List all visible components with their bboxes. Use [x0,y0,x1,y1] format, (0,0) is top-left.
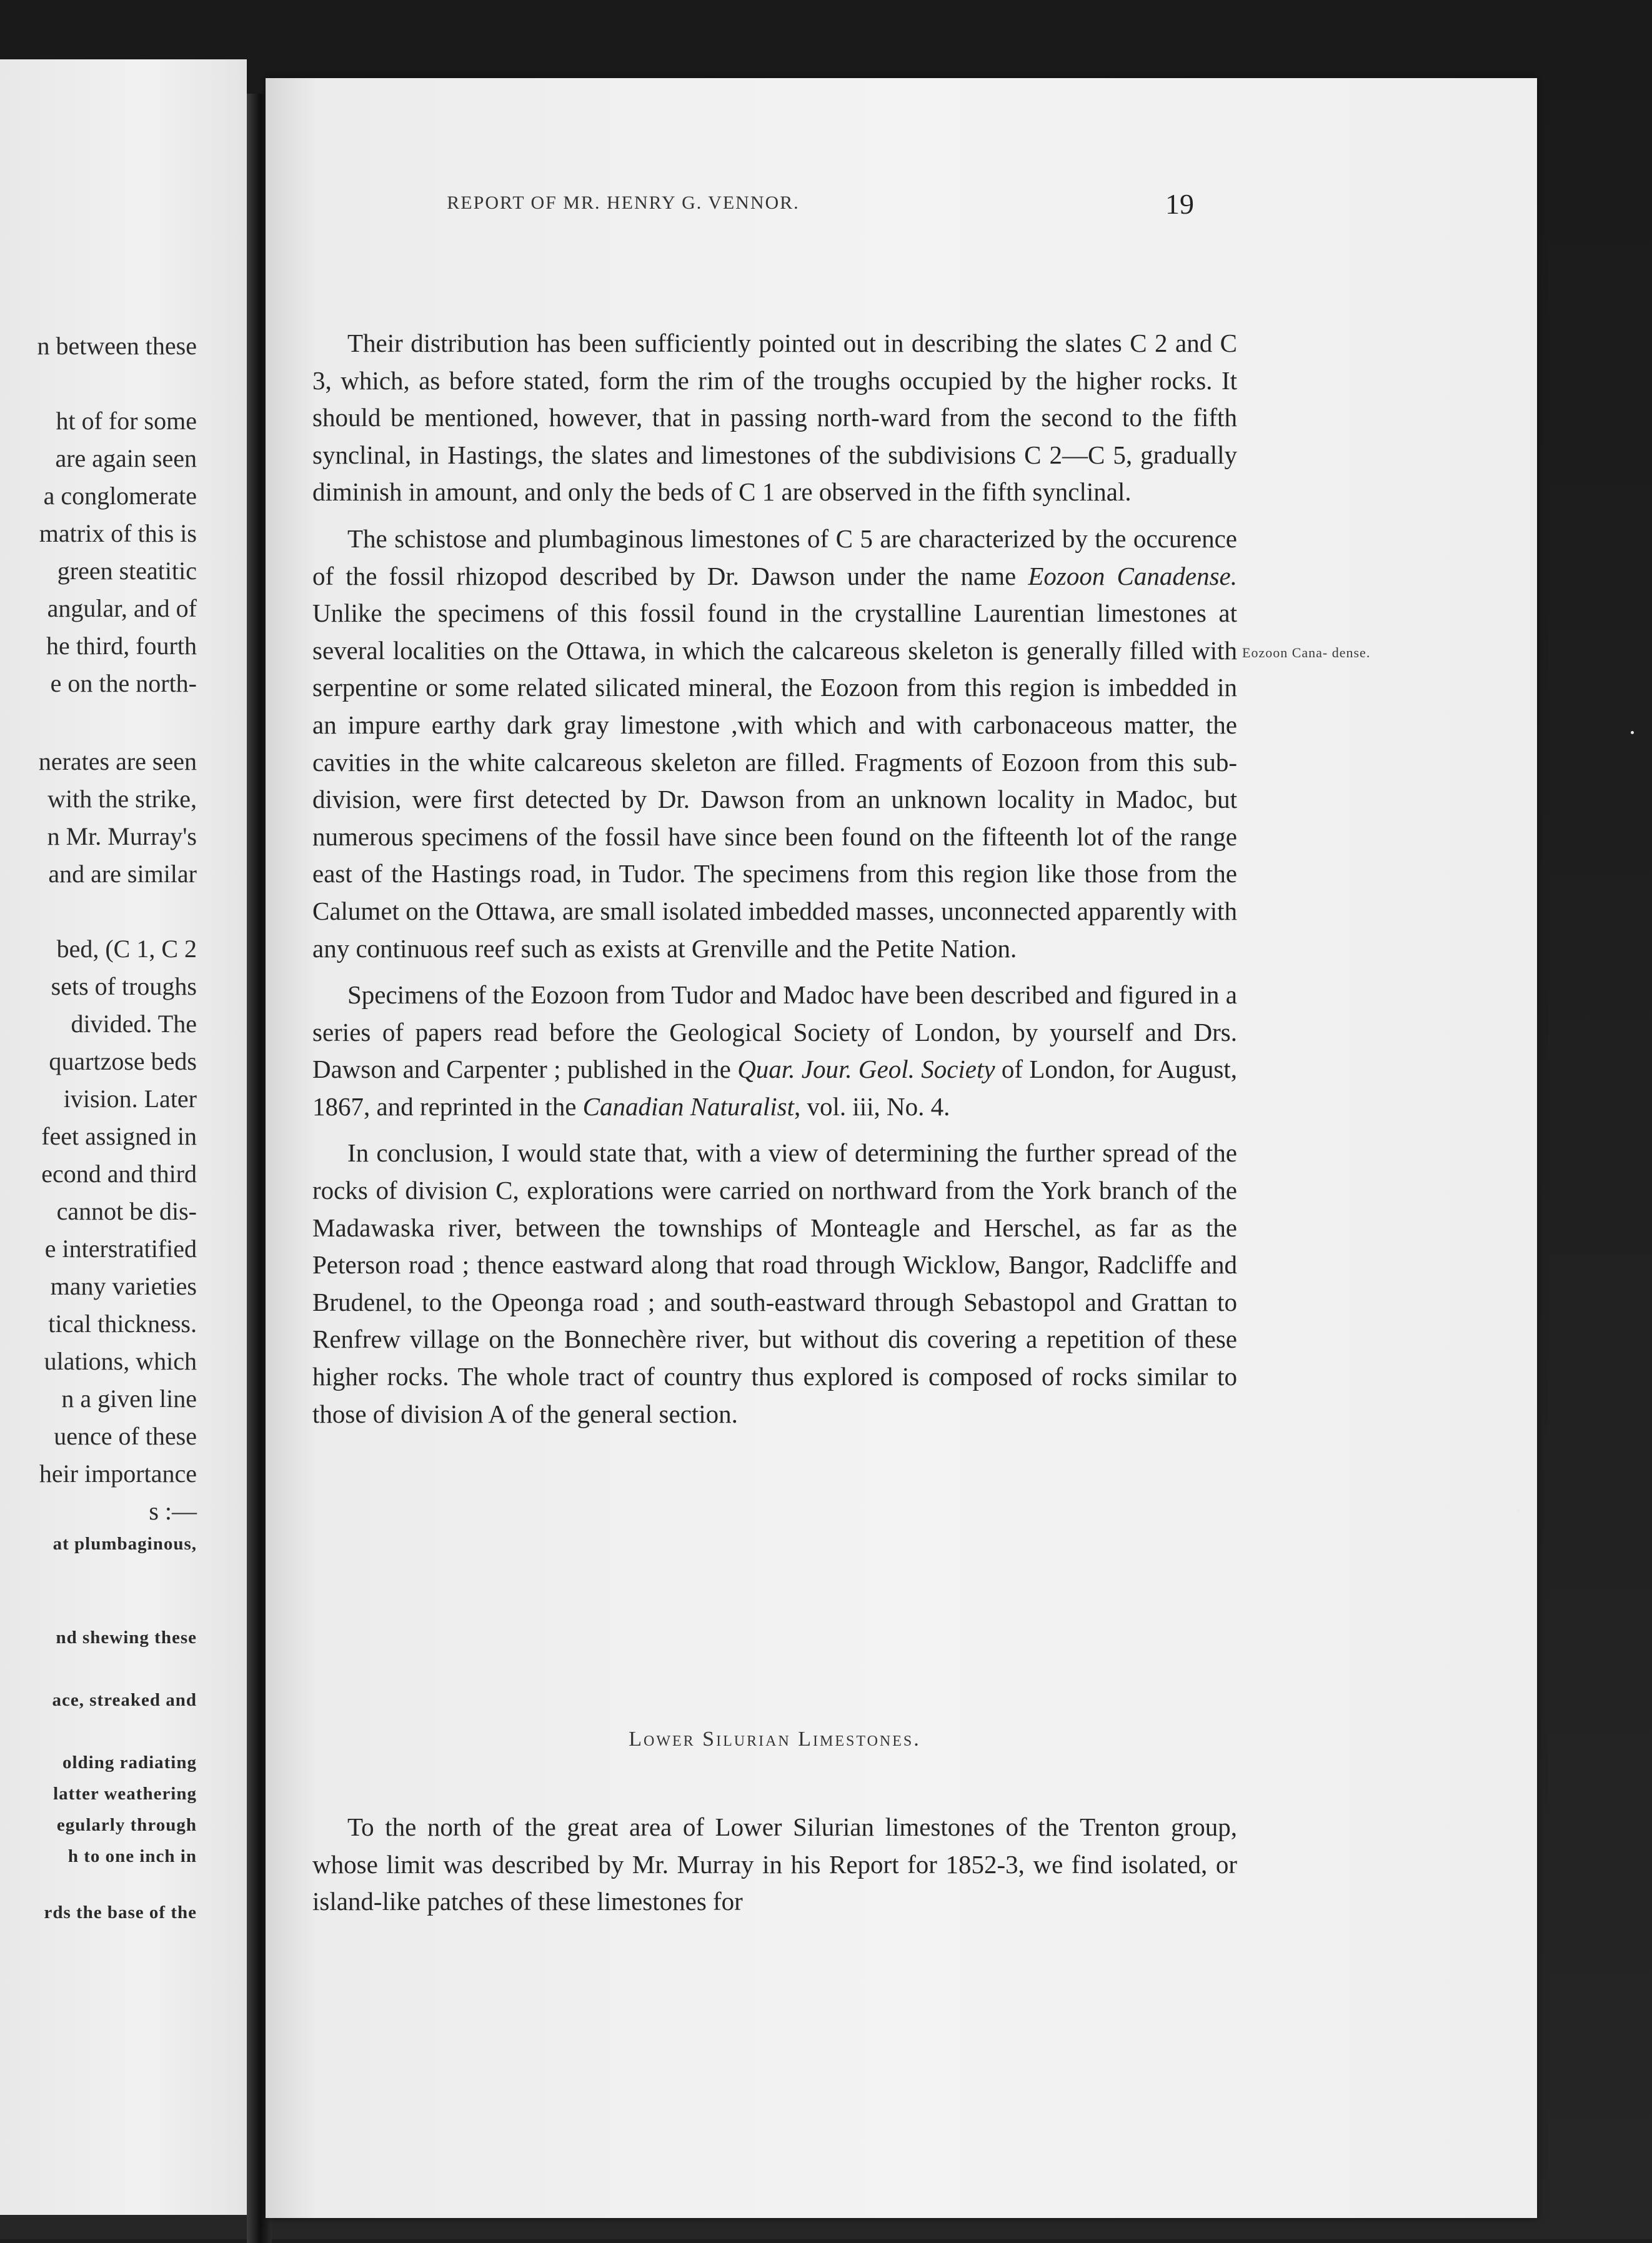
facing-page-line: cannot be dis- [56,1197,197,1225]
facing-page-line: n between these [37,332,197,360]
facing-page-line: angular, and of [47,594,197,622]
body-text [312,325,1237,1442]
facing-page-line: s :— [149,1497,197,1525]
paragraph [312,325,1237,511]
facing-page-line: green steatitic [57,557,197,585]
facing-page-line: he third, fourth [46,632,197,660]
facing-page-fragment [0,59,247,2215]
facing-page-line: ivision. Later [63,1085,197,1113]
facing-page-line: at plumbaginous, [52,1534,197,1554]
italic-text: Canadian Naturalist [582,1092,794,1121]
facing-page-line: many varieties [50,1272,197,1300]
facing-page-line: nerates are seen [38,747,197,775]
facing-page-line: n Mr. Murray's [47,822,197,850]
final-paragraph-block [312,1809,1237,1921]
facing-page-line: rds the base of the [44,1902,197,1922]
facing-page-line: and are similar [48,860,197,888]
facing-page-line: ace, streaked and [52,1690,197,1710]
text-run: , vol. iii, No. 4. [794,1092,950,1121]
facing-page-line: econd and third [41,1160,197,1188]
text-run: The schistose and plumbaginous limestones of C 5 are characterized by the occurence of the fossil rhizopod described by Dr. Dawson under the name [312,524,1237,590]
facing-page-line: n a given line [61,1385,197,1413]
facing-page-line: divided. The [71,1010,197,1038]
facing-page-line: quartzose beds [49,1047,197,1075]
text-run: of London, for August, 1867, and reprinted in the [312,1055,1238,1121]
text-run: In conclusion, I would state that, with a view of determining the further spread of the rocks of division C, explorations were carried on northward from the York branch of the Madawaska river, between the townships of Monteagle and Herschel, as far as the Peterson road ; thence eastward along that road through Wicklow, Bangor, Radcliffe and Brudenel, to the Opeonga road ; and south-eastward through Sebastopol and Grattan to Renfrew village on the Bonnechère river, but without dis covering a repetition of these higher rocks. The whole tract of country thus explored is composed of rocks similar to those of division A of the general section. [312,1138,1237,1428]
paragraph [312,977,1237,1125]
facing-page-line: uence of these [54,1422,197,1450]
italic-text: Quar. Jour. Geol. Society [737,1055,995,1084]
scan-speck [1631,731,1634,734]
facing-page-line: olding radiating [62,1753,197,1773]
paragraph: To the north of the great area of Lower Silurian limestones of the Trenton group, whose limit was described by Mr. Murray in his Report for 1852-3, we find isolated, or island-like patches of these limestones for [312,1813,1237,1916]
section-heading: Lower Silurian Limestones. [629,1728,921,1751]
facing-page-line: ulations, which [44,1347,197,1375]
facing-page-line: tical thickness. [48,1310,197,1338]
facing-page-line: with the strike, [47,785,197,813]
facing-page-line: e on the north- [50,669,197,697]
page-number: 19 [1165,188,1194,220]
facing-page-line: nd shewing these [56,1628,197,1648]
facing-page-line: sets of troughs [51,972,197,1000]
facing-page-line: a conglomerate [43,482,197,510]
paragraph [312,520,1237,967]
running-head: REPORT OF MR. HENRY G. VENNOR. [447,192,800,213]
facing-page-line: matrix of this is [39,519,197,547]
paragraph [312,1135,1237,1433]
marginal-note: Eozoon Cana- dense. [1242,645,1371,660]
text-run: Specimens of the Eozoon from Tudor and Madoc have been described and figured in a series of papers read before the Geological Society of London, by yourself and Drs. Dawson and Carpenter ; published in the [312,980,1237,1084]
facing-page-line: h to one inch in [67,1846,197,1866]
scan-speck [1517,1509,1520,1512]
facing-page-line: bed, (C 1, C 2 [56,935,197,963]
facing-page-line: are again seen [55,444,197,472]
facing-page-line: ht of for some [56,407,197,435]
text-run: Their distribution has been sufficiently pointed out in describing the slates C 2 and C 3, which, as before stated, form the rim of the troughs occupied by the higher rocks. It should be mentioned, however, that in passing north-ward from the second to the fifth synclinal, in Hastings, the slates and limestones of the subdivisions C 2—C 5, gradually diminish in amount, and only the beds of C 1 are observed in the fifth synclinal. [312,329,1237,507]
italic-text: Eozoon Canadense. [1028,561,1237,590]
facing-page-line: egularly through [56,1815,197,1835]
facing-page-line: heir importance [39,1460,197,1488]
facing-page-line: e interstratified [44,1235,197,1263]
text-run: Unlike the specimens of this fossil found in the crystalline Laurentian limestones at several localities on the Ottawa, in which the calcareous skeleton is generally filled with serpentine or some related silicated mineral, the Eozoon from this region is imbedded in an impure earthy dark gray limestone ,with which and with carbonaceous matter, the cavities in the white calcareous skeleton are filled. Fragments of Eozoon from this sub-division, were first detected by Dr. Dawson from an unknown locality in Madoc, but numerous specimens of the fossil have since been found on the fifteenth lot of the range east of the Hastings road, in Tudor. The specimens from this region like those from the Calumet on the Ottawa, are small isolated imbedded masses, unconnected apparently with any continuous reef such as exists at Grenville and the Petite Nation. [312,599,1237,963]
facing-page-line: feet assigned in [41,1122,197,1150]
facing-page-line: latter weathering [53,1784,197,1804]
